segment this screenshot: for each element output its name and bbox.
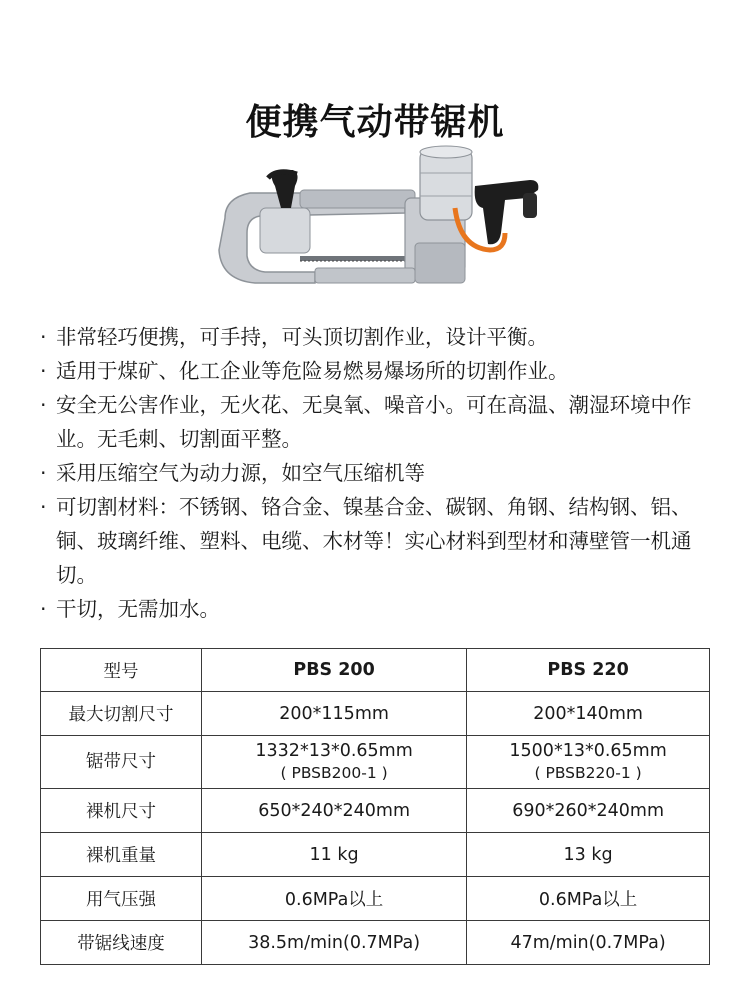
spec-table bbox=[40, 648, 710, 965]
bullet-mark: · bbox=[40, 495, 47, 519]
feature-text: 非常轻巧便携，可手持，可头顶切割作业，设计平衡。 bbox=[56, 325, 548, 349]
blade-part-number: ( PBSB220-1 ) bbox=[534, 764, 642, 782]
feature-text: 适用于煤矿、化工企业等危险易燃易爆场所的切割作业。 bbox=[56, 359, 569, 383]
blade-part-number: ( PBSB200-1 ) bbox=[280, 764, 388, 782]
cell-value: 38.5m/min(0.7MPa) bbox=[202, 921, 467, 965]
left-housing bbox=[260, 208, 310, 253]
feature-list bbox=[40, 320, 720, 626]
blade-size: 1500*13*0.65mm bbox=[509, 741, 667, 761]
saw-top-arm bbox=[300, 190, 415, 208]
row-label: 裸机尺寸 bbox=[41, 789, 202, 833]
bullet-mark: · bbox=[40, 461, 47, 485]
feature-text: 安全无公害作业，无火花、无臭氧、噪音小。可在高温、潮湿环境中作业。无毛刺、切割面平整。 bbox=[56, 393, 692, 451]
cell-value: 0.6MPa以上 bbox=[467, 877, 710, 921]
cell-value: 200*140mm bbox=[467, 692, 710, 736]
feature-text: 干切，无需加水。 bbox=[56, 597, 220, 621]
table-header-row bbox=[41, 649, 710, 692]
cell-value: 650*240*240mm bbox=[202, 789, 467, 833]
cell-value: 47m/min(0.7MPa) bbox=[467, 921, 710, 965]
row-label: 最大切割尺寸 bbox=[41, 692, 202, 736]
cell-value: 690*260*240mm bbox=[467, 789, 710, 833]
band-saw-icon bbox=[205, 138, 545, 288]
bullet-mark: · bbox=[40, 359, 47, 383]
feature-item bbox=[40, 490, 720, 592]
row-label: 裸机重量 bbox=[41, 833, 202, 877]
feature-item bbox=[40, 354, 720, 388]
table-row bbox=[41, 877, 710, 921]
page-title: 便携气动带锯机 bbox=[245, 102, 505, 144]
cell-value: 13 kg bbox=[467, 833, 710, 877]
table-row bbox=[41, 789, 710, 833]
row-label: 锯带尺寸 bbox=[41, 736, 202, 789]
cell-value bbox=[202, 736, 467, 789]
feature-item bbox=[40, 592, 720, 626]
bullet-mark: · bbox=[40, 597, 47, 621]
air-motor bbox=[420, 150, 472, 220]
row-label: 用气压强 bbox=[41, 877, 202, 921]
row-label: 带锯线速度 bbox=[41, 921, 202, 965]
blade-size: 1332*13*0.65mm bbox=[255, 741, 413, 761]
table-row bbox=[41, 833, 710, 877]
table-row bbox=[41, 692, 710, 736]
feature-item bbox=[40, 388, 720, 456]
bullet-mark: · bbox=[40, 393, 47, 417]
feature-text: 采用压缩空气为动力源，如空气压缩机等 bbox=[56, 461, 425, 485]
feature-text: 可切割材料：不锈钢、铬合金、镍基合金、碳钢、角钢、结构钢、铝、铜、玻璃纤维、塑料、电缆、木材等！实心材料到型材和薄壁管一机通切。 bbox=[56, 495, 692, 587]
cell-value: 0.6MPa以上 bbox=[202, 877, 467, 921]
cell-value: 200*115mm bbox=[202, 692, 467, 736]
cell-value: 11 kg bbox=[202, 833, 467, 877]
bullet-mark: · bbox=[40, 325, 47, 349]
header-model: 型号 bbox=[41, 649, 202, 692]
feature-item bbox=[40, 320, 720, 354]
header-pbs200: PBS 200 bbox=[202, 649, 467, 692]
cell-value bbox=[467, 736, 710, 789]
table-row bbox=[41, 921, 710, 965]
header-pbs220: PBS 220 bbox=[467, 649, 710, 692]
table-row bbox=[41, 736, 710, 789]
feature-item bbox=[40, 456, 720, 490]
